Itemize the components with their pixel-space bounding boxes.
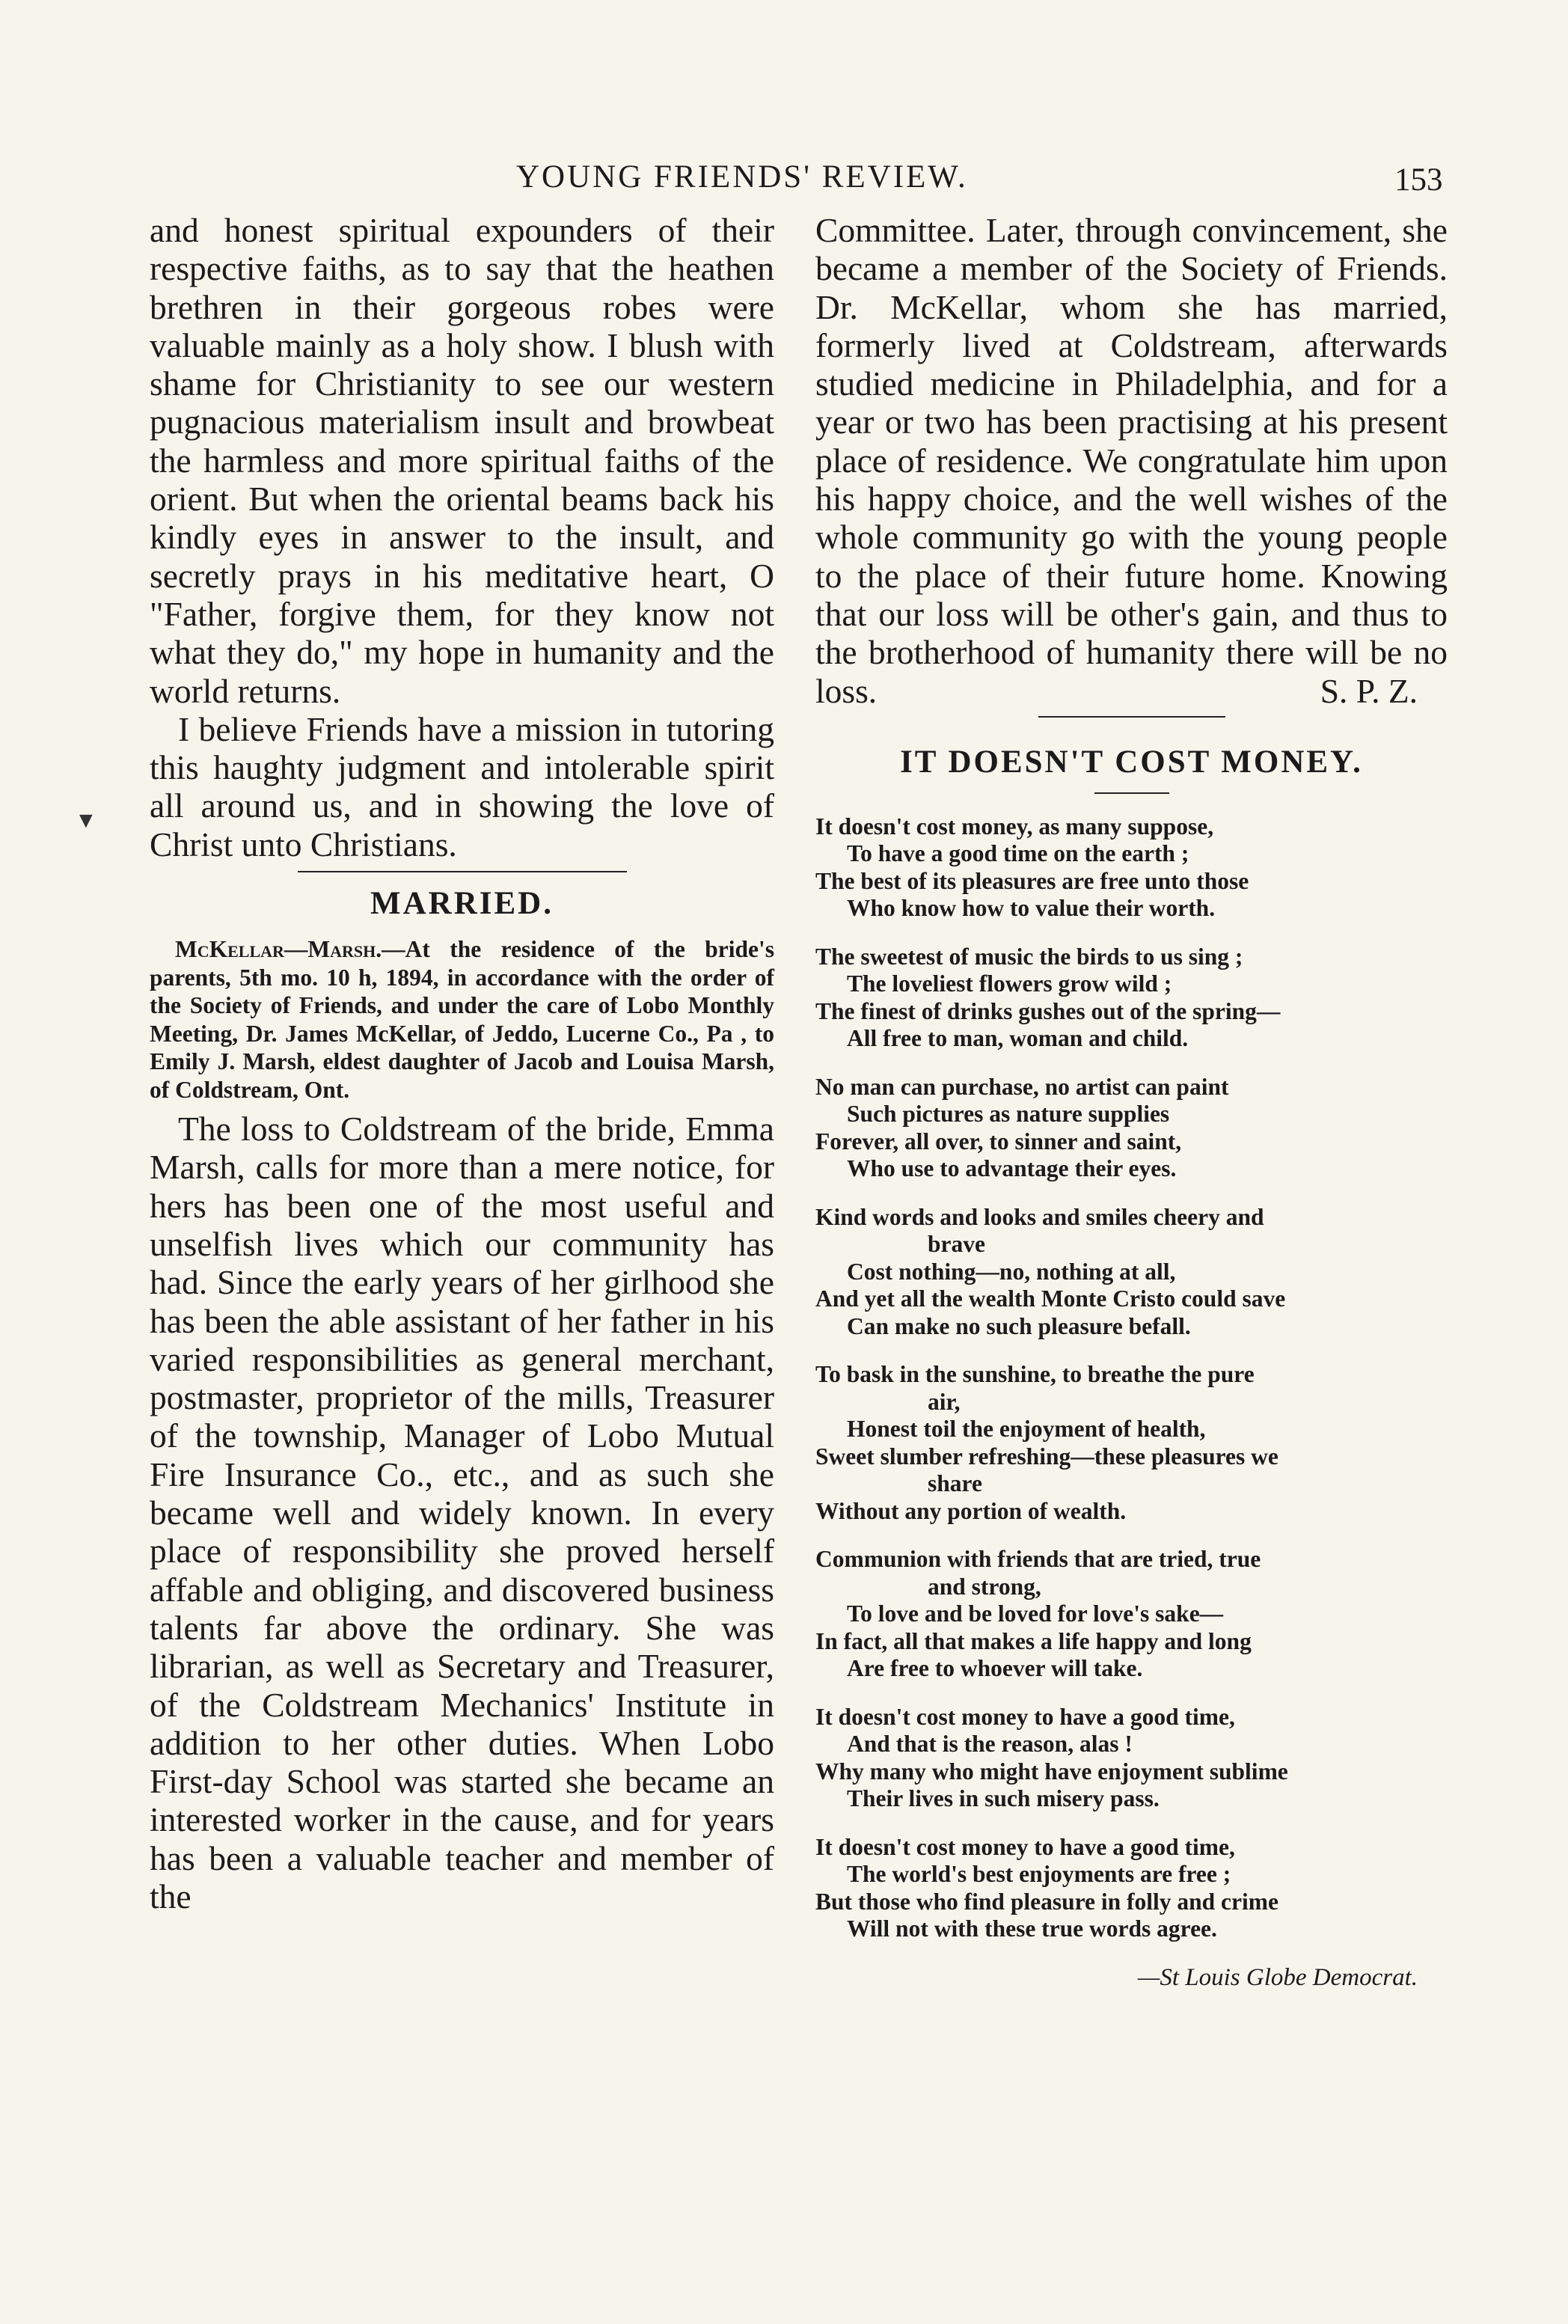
- marriage-notice: [150, 935, 774, 1104]
- poem: [815, 813, 1448, 1943]
- poem-line: The finest of drinks gushes out of the spring—: [815, 997, 1281, 1024]
- poem-line: and strong,: [928, 1573, 1041, 1600]
- attribution: —St Louis Globe Democrat.: [1138, 1963, 1418, 1991]
- poem-line: And yet all the wealth Monte Cristo could save: [815, 1285, 1286, 1312]
- poem-stanza: [815, 1204, 1448, 1341]
- poem-stanza: [815, 944, 1448, 1053]
- poem-line: To love and be loved for love's sake—: [847, 1600, 1224, 1627]
- poem-stanza: [815, 1361, 1448, 1525]
- signature-line: [815, 672, 1448, 710]
- poem-line: Sweet slumber refreshing—these pleasures we: [815, 1443, 1278, 1470]
- poem-line: Who know how to value their worth.: [847, 895, 1216, 922]
- poem-line: Why many who might have enjoyment sublime: [815, 1758, 1288, 1785]
- paragraph: I believe Friends have a mission in tutoring this haughty judgment and intolerable spirit all around us, and in showing the love of Christ unto Christians.: [150, 709, 774, 863]
- paragraph: The loss to Coldstream of the bride, Emma Marsh, calls for more than a mere notice, for hers has been one of the most useful and unselfish lives which our community has had. Since the early years of her girlhood she has been the able assistant of her father in his varied responsibilities as general merchant, postmaster, proprietor of the mills, Treasurer of the township, Manager of Lobo Mutual Fire Insurance Co., etc., and as such she became well and widely known. In every place of responsibility she proved herself affable and obliging, and discovered business talents far above the ordinary. She was librarian, as well as Secretary and Treasurer, of the Coldstream Mechanics' Institute in addition to her other duties. When Lobo First-day School was started she became an interested worker in the cause, and for years has been a valuable teacher and member of the: [150, 1110, 774, 1915]
- section-rule: [1038, 716, 1225, 718]
- poem-line: It doesn't cost money to have a good time,: [815, 1703, 1235, 1730]
- poem-line: Communion with friends that are tried, true: [815, 1546, 1261, 1573]
- poem-line: The world's best enjoyments are free ;: [847, 1861, 1231, 1888]
- poem-line: share: [928, 1470, 982, 1497]
- poem-line: Forever, all over, to sinner and saint,: [815, 1128, 1182, 1155]
- poem-title: IT DOESN'T COST MONEY.: [900, 744, 1363, 780]
- poem-line: Cost nothing—no, nothing at all,: [847, 1258, 1176, 1285]
- poem-line: All free to man, woman and child.: [847, 1025, 1189, 1052]
- poem-line: In fact, all that makes a life happy and long: [815, 1627, 1252, 1654]
- poem-stanza: [815, 1704, 1448, 1813]
- poem-line: The loveliest flowers grow wild ;: [847, 970, 1172, 997]
- page-header: [0, 159, 1568, 204]
- poem-line: And that is the reason, alas !: [847, 1731, 1133, 1758]
- paragraph: Committee. Later, through convincement, she became a member of the Society of Friends. Dr. McKellar, whom she has married, formerly lived at Coldstream, afterwards studied medicine in Philadelphia, and for a year or two has been practising at his present place of residence. We congratulate him upon his happy choice, and the well wishes of the whole community go with the young people to the place of their future home. Knowing that our loss will be other's gain, and thus to the brotherhood of humanity there will be no: [815, 211, 1448, 672]
- poem-stanza: [815, 1834, 1448, 1943]
- married-heading: MARRIED.: [370, 886, 554, 922]
- paragraph: and honest spiritual expounders of their respective faiths, as to say that the heathen brethren in their gorgeous robes were valuable mainly as a holy show. I blush with shame for Christianity to see our western pugnacious materialism insult and browbeat the harmless and more spiritual faiths of the orient. But when the oriental beams back his kindly eyes in answer to the insult, and secretly prays in his meditative heart, O "Father, forgive them, for they know not what they do," my hope in humanity and the world returns.: [150, 211, 774, 710]
- last-word: loss.: [815, 671, 878, 710]
- notice-text: —At the residence of the bride's parents, 5th mo. 10 h, 1894, in accordance with the order of the Society of Friends, and under the care of Lobo Monthly Meeting, Dr. James McKellar, of Jeddo, Lucerne Co., Pa , to Emily J. Marsh, eldest daughter of Jacob and Louisa Marsh, of Coldstream, Ont.: [150, 936, 774, 1103]
- poem-line: Can make no such pleasure befall.: [847, 1312, 1191, 1339]
- running-title: YOUNG FRIENDS' REVIEW.: [516, 159, 968, 195]
- section-rule: [298, 871, 627, 872]
- poem-line: The best of its pleasures are free unto those: [815, 867, 1249, 894]
- poem-stanza: [815, 1546, 1448, 1683]
- poem-line: Such pictures as nature supplies: [847, 1101, 1170, 1128]
- poem-line: It doesn't cost money to have a good time,: [815, 1833, 1235, 1860]
- poem-line: Kind words and looks and smiles cheery and: [815, 1203, 1264, 1230]
- poem-line: Are free to whoever will take.: [847, 1655, 1143, 1682]
- right-column: [815, 211, 1448, 1992]
- page-number: 153: [1394, 162, 1443, 198]
- poem-stanza: [815, 813, 1448, 923]
- poem-line: To have a good time on the earth ;: [847, 840, 1189, 867]
- poem-line: Without any portion of wealth.: [815, 1497, 1127, 1524]
- signature: S. P. Z.: [1320, 671, 1418, 710]
- poem-line: No man can purchase, no artist can paint: [815, 1073, 1229, 1100]
- poem-line: It doesn't cost money, as many suppose,: [815, 813, 1214, 840]
- title-rule: [1094, 792, 1169, 794]
- poem-line: Will not with these true words agree.: [847, 1915, 1217, 1942]
- notice-names: McKellar—Marsh.: [175, 936, 382, 963]
- poem-line: To bask in the sunshine, to breathe the pure: [815, 1361, 1255, 1388]
- poem-line: Honest toil the enjoyment of health,: [847, 1416, 1206, 1443]
- poem-line: Who use to advantage their eyes.: [847, 1155, 1177, 1182]
- poem-line: Their lives in such misery pass.: [847, 1785, 1160, 1812]
- poem-line: air,: [928, 1388, 961, 1415]
- margin-mark-icon: ▼: [75, 808, 97, 833]
- poem-stanza: [815, 1074, 1448, 1183]
- left-column: [150, 211, 774, 1915]
- poem-line: The sweetest of music the birds to us sing ;: [815, 943, 1243, 970]
- poem-line: brave: [928, 1231, 985, 1258]
- poem-line: But those who find pleasure in folly and crime: [815, 1888, 1278, 1915]
